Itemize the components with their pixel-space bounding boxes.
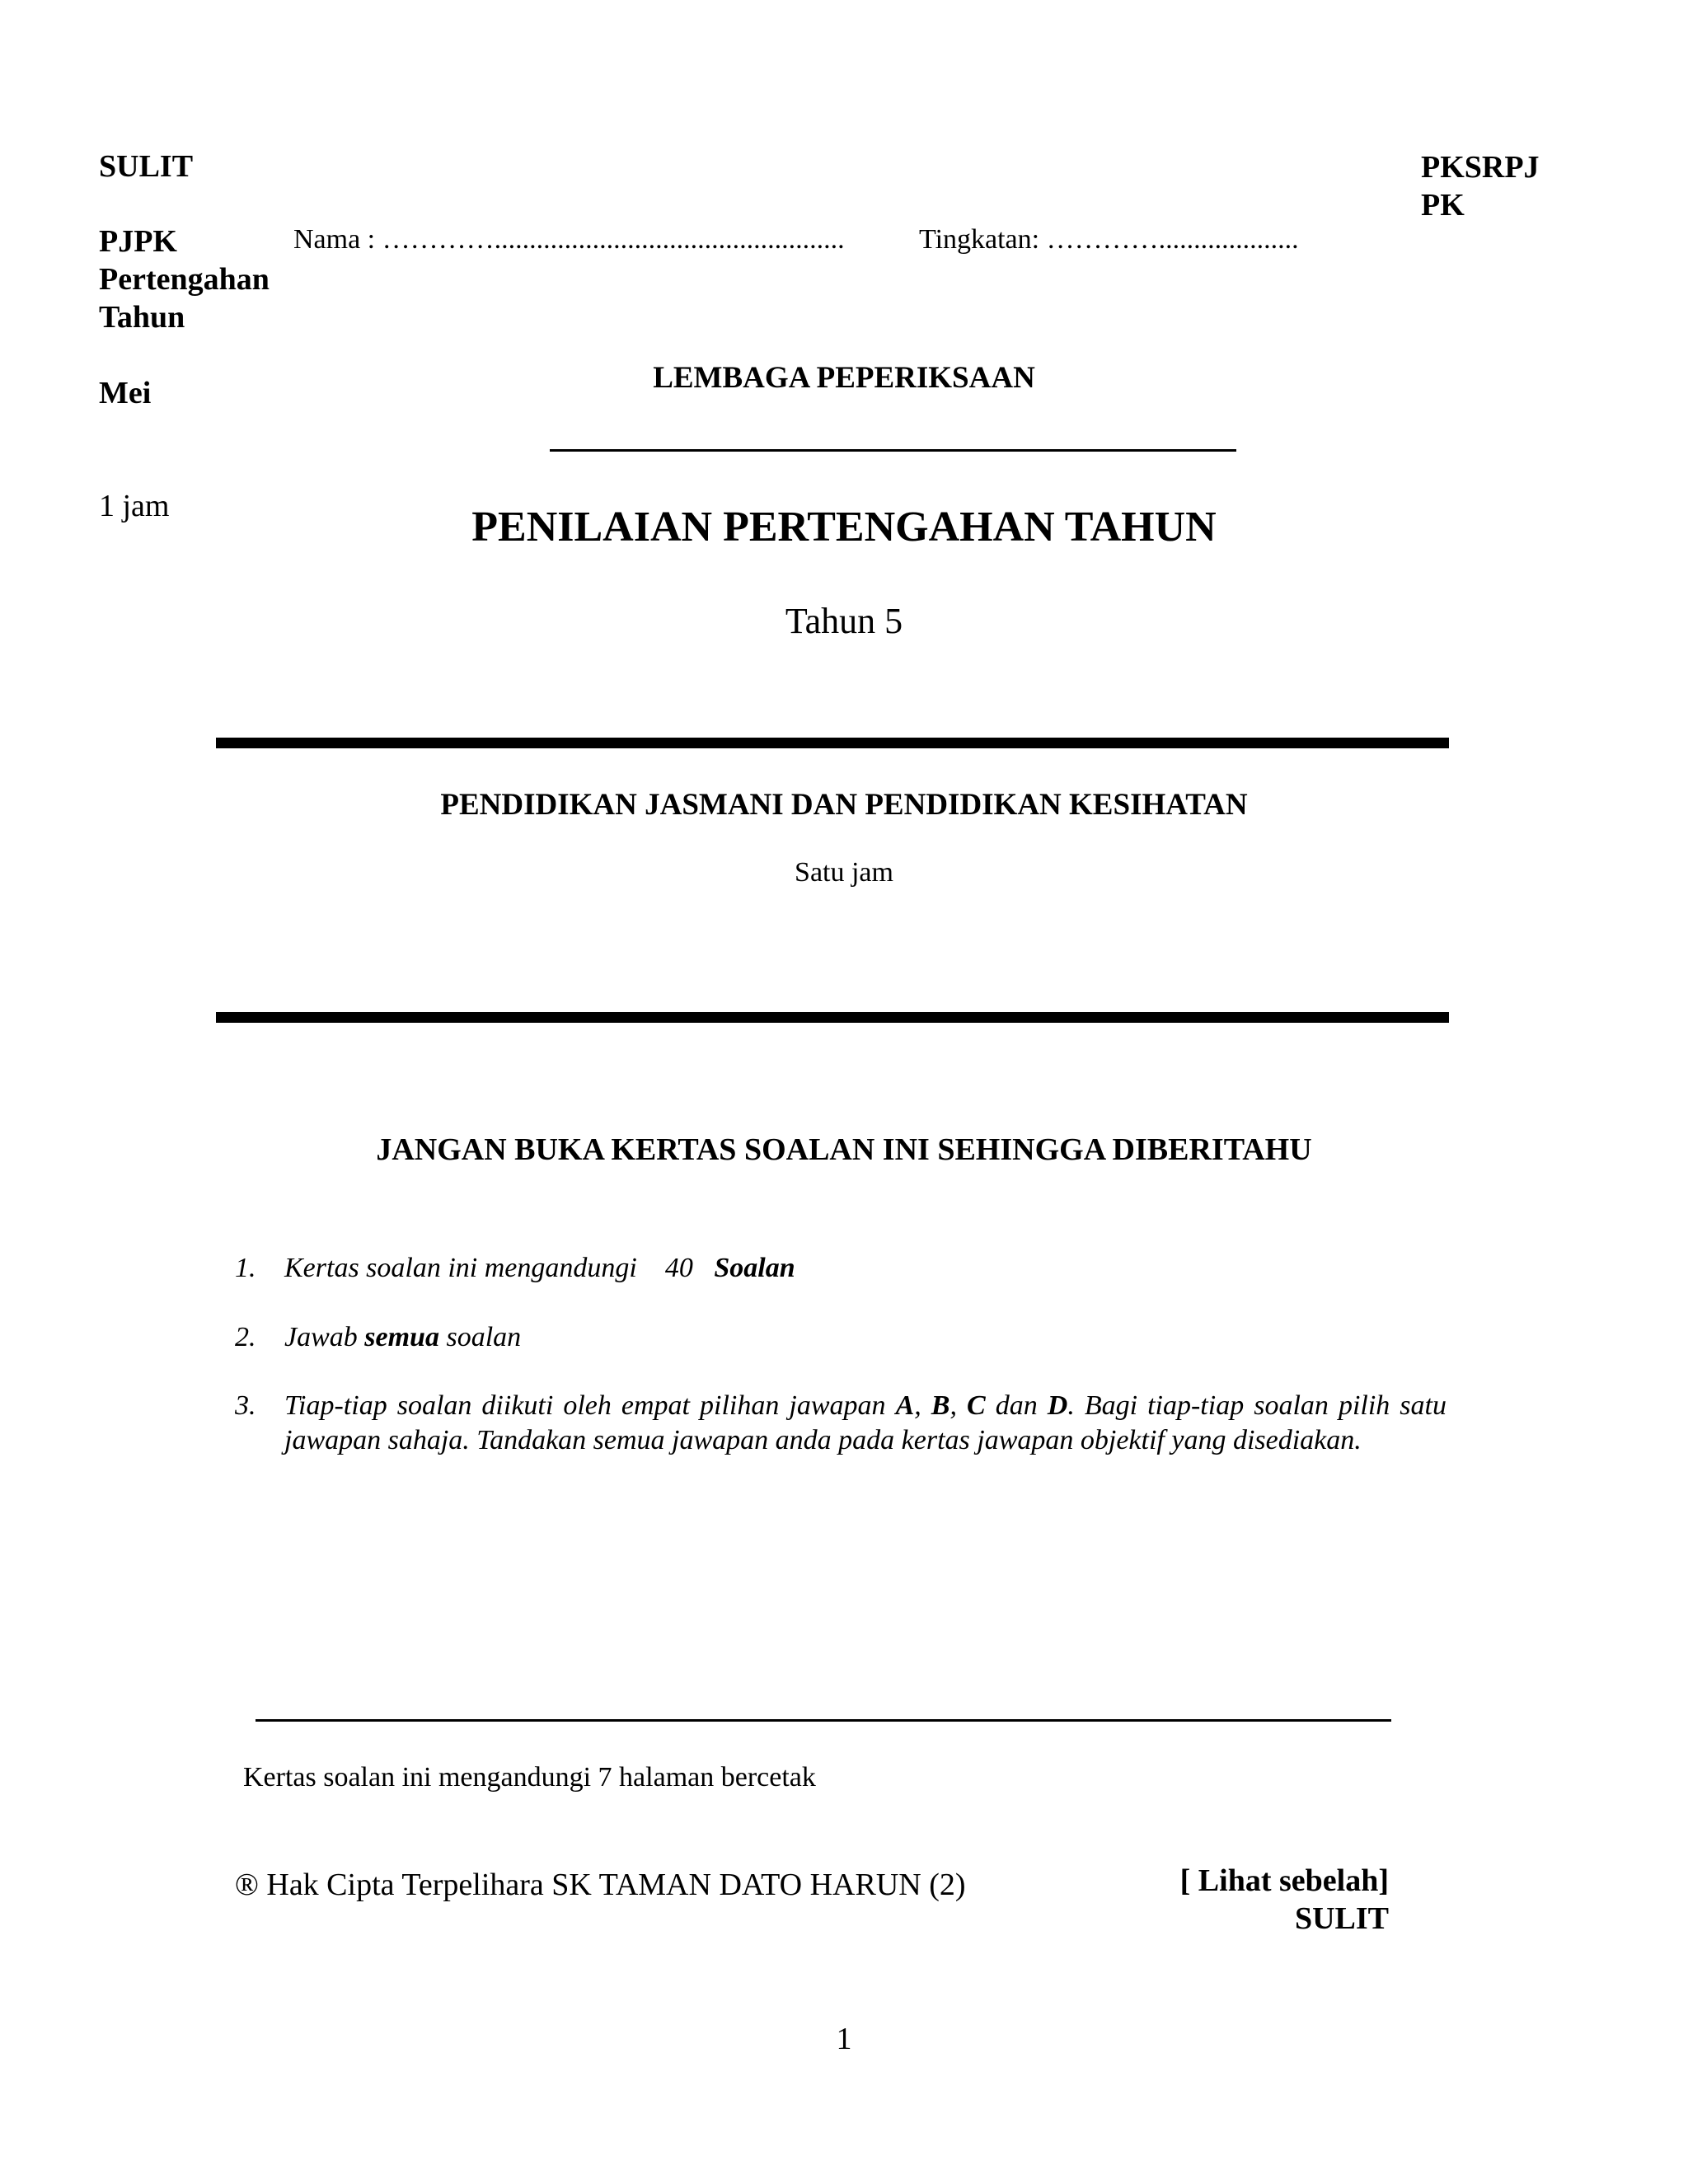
instruction-text <box>284 1389 1447 1458</box>
instruction-text-part: Kertas soalan ini mengandungi <box>284 1253 637 1283</box>
paper-code <box>1421 148 1540 224</box>
instruction-item <box>235 1389 1447 1458</box>
option-c: C <box>967 1390 986 1421</box>
instruction-number: 1. <box>235 1253 256 1283</box>
paper-code-line-1: PKSRPJ <box>1421 150 1540 185</box>
instruction-text-part: Jawab <box>284 1322 358 1352</box>
option-d: D <box>1047 1390 1068 1421</box>
instruction-text <box>284 1251 1447 1286</box>
exam-month: Mei <box>99 376 152 410</box>
name-field: Nama : ………….................................................. <box>293 224 845 255</box>
exam-board: LEMBAGA PEPERIKSAAN <box>653 361 1035 395</box>
instruction-text-part: . Bagi tiap-tiap soalan pilih satu jawapan sahaja. Tandakan semua jawapan anda pada kertas jawapan objektif yang disediakan. <box>284 1390 1447 1455</box>
page-number: 1 <box>836 2022 852 2056</box>
subject-code-line-3: Tahun <box>99 300 185 335</box>
instruction-item <box>235 1251 1447 1286</box>
classification-footer: SULIT <box>1294 1901 1389 1936</box>
option-a: A <box>895 1390 915 1421</box>
title-divider <box>550 449 1236 452</box>
form-field: Tingkatan: ………….................... <box>919 224 1299 255</box>
year-label: Tahun 5 <box>785 601 903 641</box>
separator: , <box>950 1390 957 1421</box>
question-count: 40 <box>664 1253 693 1283</box>
subject-code-line-1: PJPK <box>99 224 177 259</box>
option-b: B <box>931 1390 950 1421</box>
instruction-text-part: Tiap-tiap soalan diikuti oleh empat pilihan jawapan <box>284 1390 886 1421</box>
see-next-page-note: [ Lihat sebelah] <box>1179 1863 1389 1898</box>
paper-code-line-2: PK <box>1421 188 1465 223</box>
subject-title: PENDIDIKAN JASMANI DAN PENDIDIKAN KESIHATAN <box>440 788 1248 822</box>
exam-title: PENILAIAN PERTENGAHAN TAHUN <box>471 504 1217 551</box>
instruction-emphasis: semua <box>364 1322 439 1352</box>
copyright-notice: ® Hak Cipta Terpelihara SK TAMAN DATO HARUN (2) <box>235 1868 966 1902</box>
exam-duration: 1 jam <box>99 489 170 523</box>
do-not-open-warning: JANGAN BUKA KERTAS SOALAN INI SEHINGGA DIBERITAHU <box>376 1132 1312 1167</box>
instruction-text <box>284 1320 1447 1355</box>
instruction-text-part: dan <box>995 1390 1038 1421</box>
subject-code-line-2: Pertengahan <box>99 262 270 297</box>
instruction-number: 3. <box>235 1390 256 1421</box>
separator: , <box>914 1390 921 1421</box>
instruction-emphasis: Soalan <box>714 1253 795 1283</box>
instruction-number: 2. <box>235 1322 256 1352</box>
instruction-item <box>235 1320 1447 1355</box>
subject-duration: Satu jam <box>795 857 893 888</box>
instruction-text-part: soalan <box>446 1322 522 1352</box>
thick-divider-top <box>216 738 1449 748</box>
page-count-note: Kertas soalan ini mengandungi 7 halaman bercetak <box>243 1762 816 1793</box>
footer-divider <box>256 1719 1391 1722</box>
classification-label: SULIT <box>99 149 194 184</box>
thick-divider-bottom <box>216 1012 1449 1023</box>
subject-code <box>99 223 270 336</box>
